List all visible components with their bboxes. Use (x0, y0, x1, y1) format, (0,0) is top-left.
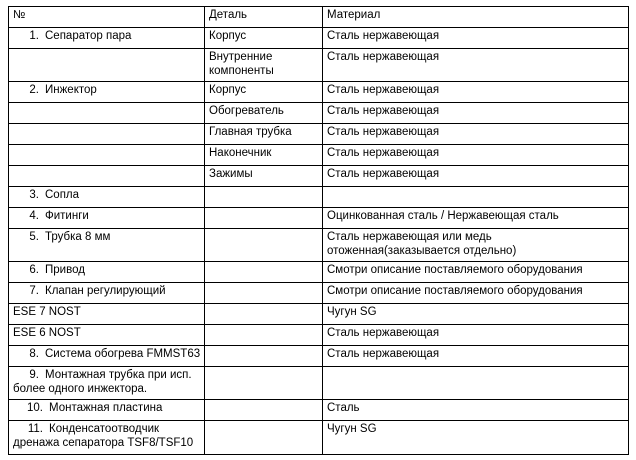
row-number-cell (9, 229, 205, 262)
specification-table (8, 6, 629, 455)
column-header-number: № (9, 7, 205, 28)
table-row (9, 229, 629, 262)
row-title: Клапан регулирующий (45, 285, 166, 298)
row-material-cell: Сталь (323, 400, 629, 421)
row-title: ESE 7 NOST (13, 306, 81, 319)
table-header-row (9, 7, 629, 28)
row-number-cell (9, 346, 205, 367)
row-title: Инжектор (45, 84, 97, 97)
row-material-cell (323, 187, 629, 208)
row-index: 6. (29, 264, 39, 277)
table-row (9, 325, 629, 346)
table-row (9, 82, 629, 103)
column-header-material: Материал (323, 7, 629, 28)
row-material-cell: Сталь нержавеющая (323, 166, 629, 187)
table-row (9, 187, 629, 208)
row-part-cell (205, 400, 323, 421)
row-number-cell (9, 304, 205, 325)
table-row (9, 283, 629, 304)
table-row (9, 166, 629, 187)
row-part-cell: Обогреватель (205, 103, 323, 124)
row-title: Сопла (45, 189, 80, 202)
row-index: 3. (29, 189, 39, 202)
row-number-cell (9, 28, 205, 49)
row-part-cell (205, 283, 323, 304)
row-part-cell: Наконечник (205, 145, 323, 166)
row-title: Привод (45, 264, 85, 277)
row-material-cell: Чугун SG (323, 304, 629, 325)
row-number-cell (9, 367, 205, 400)
row-number-cell (9, 103, 205, 124)
row-title: Сепаратор пара (45, 30, 132, 42)
table-row (9, 367, 629, 400)
table-row (9, 103, 629, 124)
row-title: Трубка 8 мм (45, 231, 111, 244)
row-title: Конденсатоотводчик дренажа сепаратора TSF8/TSF10 (13, 423, 194, 449)
row-part-cell (205, 304, 323, 325)
column-header-part: Деталь (205, 7, 323, 28)
row-number-cell (9, 208, 205, 229)
row-part-cell: Внутренние компоненты (205, 49, 323, 82)
row-part-cell (205, 208, 323, 229)
row-part-cell: Зажимы (205, 166, 323, 187)
row-index: 8. (29, 348, 39, 361)
row-material-cell: Сталь нержавеющая (323, 28, 629, 49)
row-part-cell (205, 367, 323, 400)
row-index: 4. (29, 210, 39, 223)
row-part-cell: Главная трубка (205, 124, 323, 145)
row-material-cell: Сталь нержавеющая (323, 82, 629, 103)
row-material-cell: Смотри описание поставляемого оборудования (323, 283, 629, 304)
row-index: 11. (27, 423, 43, 436)
row-index: 10. (27, 402, 43, 415)
row-material-cell: Сталь нержавеющая (323, 145, 629, 166)
table-row (9, 28, 629, 49)
row-number-cell (9, 49, 205, 82)
row-title: Монтажная трубка при исп. более одного инжектора. (13, 369, 192, 395)
row-material-cell: Оцинкованная сталь / Нержавеющая сталь (323, 208, 629, 229)
row-number-cell (9, 325, 205, 346)
table-row (9, 124, 629, 145)
row-part-cell: Корпус (205, 82, 323, 103)
row-index: 2. (29, 84, 39, 97)
row-material-cell (323, 367, 629, 400)
row-material-cell: Сталь нержавеющая (323, 325, 629, 346)
table-row (9, 49, 629, 82)
row-title: Система обогрева FMMST63 (45, 348, 201, 361)
row-material-cell: Смотри описание поставляемого оборудования (323, 262, 629, 283)
row-material-cell: Сталь нержавеющая (323, 49, 629, 82)
table-row (9, 400, 629, 421)
row-number-cell (9, 283, 205, 304)
row-material-cell: Сталь нержавеющая (323, 124, 629, 145)
row-part-cell (205, 187, 323, 208)
row-index: 9. (29, 369, 39, 382)
row-part-cell (205, 346, 323, 367)
row-part-cell: Корпус (205, 28, 323, 49)
table-row (9, 346, 629, 367)
row-index: 1. (29, 30, 39, 42)
table-row (9, 304, 629, 325)
row-title: Фитинги (45, 210, 89, 223)
row-number-cell (9, 262, 205, 283)
row-number-cell (9, 166, 205, 187)
table-row (9, 421, 629, 454)
row-part-cell (205, 262, 323, 283)
table-row (9, 262, 629, 283)
row-number-cell (9, 82, 205, 103)
row-title: ESE 6 NOST (13, 327, 81, 340)
table-row (9, 145, 629, 166)
row-title: Монтажная пластина (49, 402, 163, 415)
row-number-cell (9, 145, 205, 166)
row-material-cell: Сталь нержавеющая (323, 346, 629, 367)
row-index: 5. (29, 231, 39, 244)
row-part-cell (205, 229, 323, 262)
row-material-cell: Сталь нержавеющая или медь отоженная(заказывается отдельно) (323, 229, 629, 262)
row-number-cell (9, 421, 205, 454)
row-material-cell: Чугун SG (323, 421, 629, 454)
row-number-cell (9, 124, 205, 145)
row-index: 7. (29, 285, 39, 298)
row-part-cell (205, 325, 323, 346)
row-number-cell (9, 400, 205, 421)
row-part-cell (205, 421, 323, 454)
row-number-cell (9, 187, 205, 208)
table-row (9, 208, 629, 229)
row-material-cell: Сталь нержавеющая (323, 103, 629, 124)
